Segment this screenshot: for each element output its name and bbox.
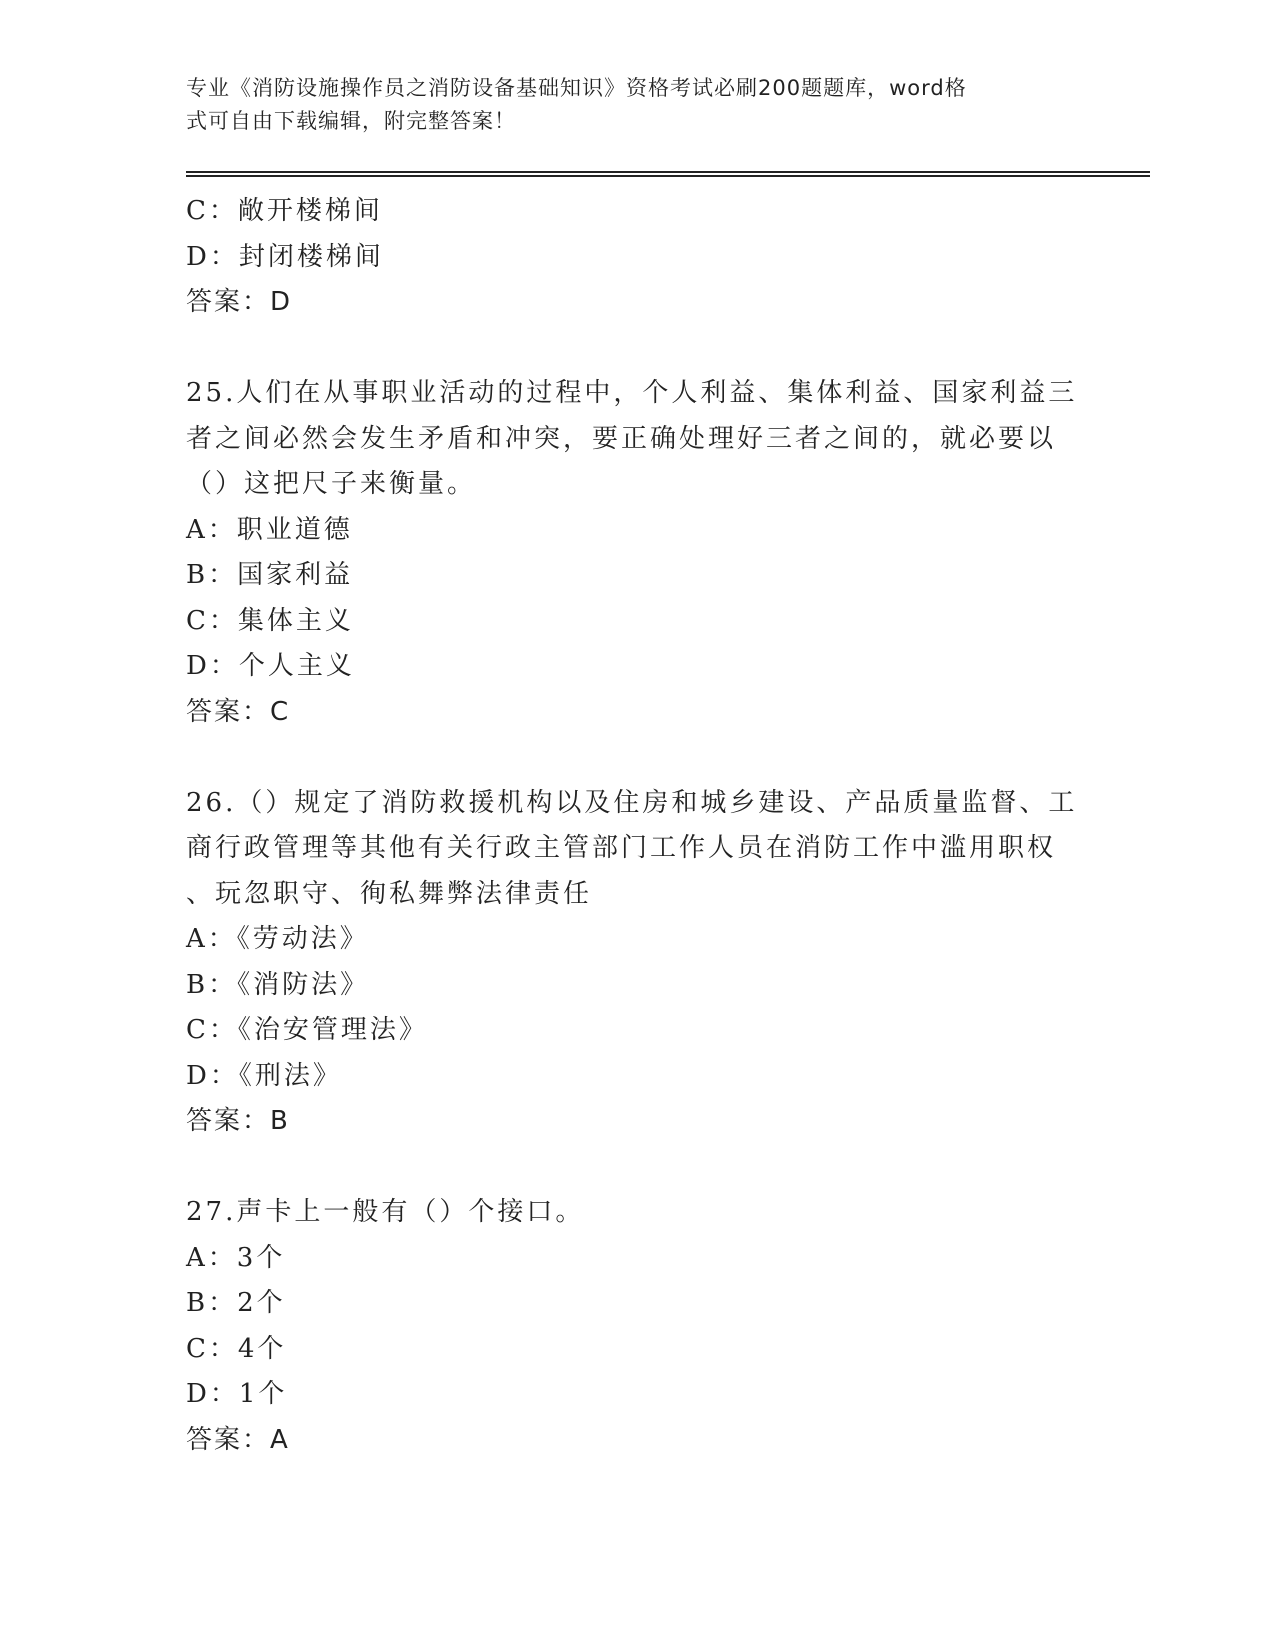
question-26 <box>186 781 1086 1145</box>
option-a: A：3个 <box>186 1242 286 1273</box>
question-text-line: 27.声卡上一般有（）个接口。 <box>186 1197 585 1227</box>
option-c: C：敞开楼梯间 <box>186 196 383 226</box>
question-24-tail <box>186 189 1086 326</box>
document-header <box>186 72 1066 138</box>
option-d: D：个人主义 <box>186 651 355 681</box>
header-divider-bottom <box>186 175 1150 177</box>
option-d: D：封闭楼梯间 <box>186 241 384 272</box>
question-text-line: 商行政管理等其他有关行政主管部门工作人员在消防工作中滥用职权 <box>186 833 1057 863</box>
option-b: B：2个 <box>186 1288 286 1318</box>
question-25 <box>186 371 1086 735</box>
spacer <box>186 1145 1086 1191</box>
option-b: B：国家利益 <box>186 560 354 590</box>
question-text-line: 25.人们在从事职业活动的过程中，个人利益、集体利益、国家利益三 <box>186 378 1078 408</box>
option-a: A：职业道德 <box>186 514 353 545</box>
answer-label: 答案：A <box>186 1424 290 1455</box>
header-title-line-2: 式可自由下载编辑，附完整答案！ <box>186 109 516 133</box>
spacer <box>186 326 1086 372</box>
question-list <box>186 189 1086 1463</box>
spacer <box>186 735 1086 781</box>
question-text-line: 、玩忽职守、徇私舞弊法律责任 <box>186 878 593 909</box>
option-a: A：《劳动法》 <box>186 924 369 954</box>
answer-label: 答案：C <box>186 696 291 727</box>
question-27 <box>186 1190 1086 1463</box>
question-text-line: 26.（）规定了消防救援机构以及住房和城乡建设、产品质量监督、工 <box>186 787 1078 818</box>
option-c: C：集体主义 <box>186 605 354 636</box>
option-d: D：《刑法》 <box>186 1060 342 1091</box>
option-c: C：4个 <box>186 1333 287 1364</box>
option-b: B：《消防法》 <box>186 969 370 1000</box>
question-text-line: （）这把尺子来衡量。 <box>186 469 477 499</box>
header-divider-top <box>186 171 1150 173</box>
option-c: C：《治安管理法》 <box>186 1015 428 1045</box>
header-title-line-1: 专业《消防设施操作员之消防设备基础知识》资格考试必刷200题题库，word格 <box>186 76 967 100</box>
answer-label: 答案：B <box>186 1106 290 1136</box>
question-text-line: 者之间必然会发生矛盾和冲突，要正确处理好三者之间的，就必要以 <box>186 423 1057 454</box>
option-d: D：1个 <box>186 1379 288 1409</box>
answer-label: 答案：D <box>186 287 293 317</box>
